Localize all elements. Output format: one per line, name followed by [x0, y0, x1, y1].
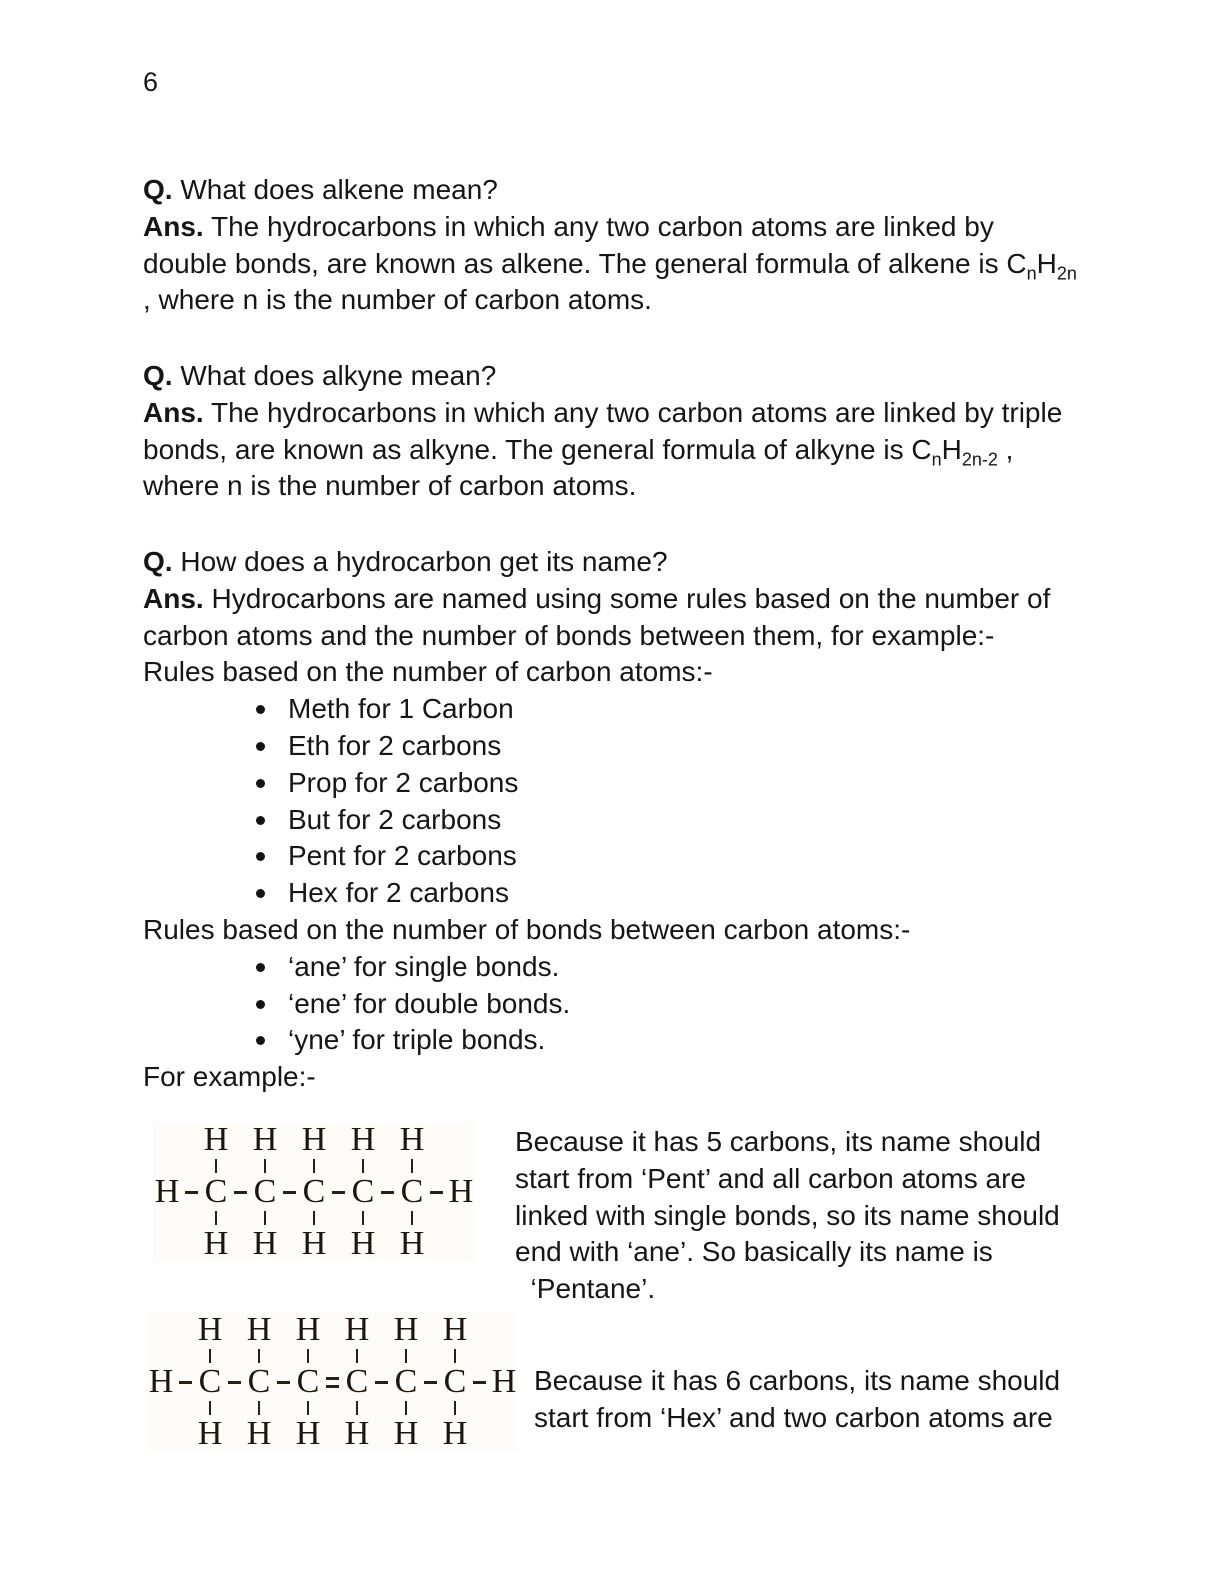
bond-line [185, 1191, 198, 1194]
terminal-h-unit [147, 1312, 175, 1452]
atom-h: H [442, 1415, 468, 1452]
carbon-unit [441, 1312, 469, 1452]
single-bond [377, 1122, 398, 1262]
vertical-bond [264, 1159, 266, 1173]
text-segment: n [1026, 263, 1037, 284]
text-segment: Q. [143, 546, 173, 577]
atom-h: H [252, 1121, 278, 1158]
atom-h: H [301, 1121, 327, 1158]
vertical-bond [264, 1211, 266, 1225]
caption-line: start from ‘Hex’ and two carbon atoms are [534, 1401, 1053, 1433]
vertical-bond [454, 1349, 456, 1363]
double-bond [322, 1312, 343, 1452]
atom-h: H [491, 1363, 517, 1400]
atom-c: C [394, 1363, 418, 1400]
text-line [143, 618, 1103, 655]
text-segment: Prop for 2 carbons [288, 766, 519, 798]
bullet-dot [256, 779, 265, 788]
bullet-dot [256, 705, 265, 714]
atom-c: C [302, 1173, 326, 1210]
text-segment: double bonds, are known as alkene. The general formula of alkene is C [143, 247, 1027, 279]
carbon-unit [294, 1312, 322, 1452]
single-bond [328, 1122, 349, 1262]
caption-line: end with ‘ane’. So basically its name is [515, 1236, 993, 1268]
text-segment: How does a hydrocarbon get its name? [172, 546, 668, 577]
example-pentane [143, 1116, 1095, 1308]
text-segment: What does alkene mean? [172, 174, 498, 205]
caption-line: Because it has 5 carbons, its name should [515, 1126, 1042, 1157]
text-line [143, 395, 1103, 432]
caption-line: ‘Pentane’. [515, 1273, 656, 1305]
terminal-h-unit [153, 1122, 181, 1262]
text-line [143, 246, 1103, 283]
atom-h: H [203, 1225, 229, 1262]
atom-h: H [295, 1415, 321, 1452]
bond-line [326, 1377, 339, 1388]
atom-h: H [252, 1225, 278, 1262]
atom-c: C [443, 1363, 467, 1400]
atom-h: H [148, 1363, 174, 1400]
page-number: 6 [143, 67, 159, 97]
atom-h: H [393, 1415, 419, 1452]
carbon-unit [196, 1312, 224, 1452]
vertical-bond [307, 1401, 309, 1415]
atom-c: C [204, 1173, 228, 1210]
molecule-structure-pentane [153, 1122, 475, 1262]
atom-h: H [154, 1173, 180, 1210]
caption-line: start from ‘Pent’ and all carbon atoms are [515, 1162, 1026, 1194]
carbon-unit [251, 1122, 279, 1262]
text-line [143, 358, 1103, 395]
atom-h: H [393, 1311, 419, 1348]
text-segment: What does alkyne mean? [172, 360, 497, 391]
text-segment: carbon atoms and the number of bonds between them, for example:- [143, 619, 995, 651]
text-segment: , where n is the number of carbon atoms. [143, 284, 652, 316]
bullet-item [143, 691, 1103, 728]
atom-h: H [295, 1311, 321, 1348]
bullet-dot [256, 1036, 265, 1045]
bullet-dot [256, 852, 265, 861]
text-line [143, 209, 1103, 246]
text-segment: Ans. [143, 210, 204, 242]
text-line [143, 912, 1103, 949]
text-segment: Q. [143, 360, 173, 391]
text-segment: where n is the number of carbon atoms. [143, 470, 637, 502]
vertical-bond [313, 1211, 315, 1225]
vertical-bond [356, 1349, 358, 1363]
carbon-unit [343, 1312, 371, 1452]
atom-h: H [344, 1415, 370, 1452]
text-segment: Pent for 2 carbons [288, 840, 517, 872]
atom-h: H [399, 1121, 425, 1158]
atom-h: H [350, 1121, 376, 1158]
text-segment: H [1036, 247, 1057, 279]
vertical-bond [258, 1349, 260, 1363]
bond-line [234, 1191, 247, 1194]
bullet-item [143, 1022, 1103, 1059]
carbon-unit [392, 1312, 420, 1452]
text-segment: The hydrocarbons in which any two carbon atoms are linked by triple [203, 396, 1063, 428]
bond-line-lower [326, 1385, 339, 1388]
text-segment: Rules based on the number of bonds between carbon atoms:- [143, 913, 911, 945]
single-bond [181, 1122, 202, 1262]
atom-c: C [253, 1173, 277, 1210]
bullet-item [143, 949, 1103, 986]
vertical-bond [209, 1349, 211, 1363]
atom-h: H [203, 1121, 229, 1158]
vertical-bond [307, 1349, 309, 1363]
bullet-dot [256, 816, 265, 825]
vertical-bond [362, 1159, 364, 1173]
atom-c: C [345, 1363, 369, 1400]
single-bond [273, 1312, 294, 1452]
vertical-bond [405, 1349, 407, 1363]
bond-line [430, 1191, 443, 1194]
single-bond [371, 1312, 392, 1452]
text-segment: Meth for 1 Carbon [288, 693, 514, 725]
text-line [143, 654, 1103, 691]
bullet-dot [256, 1000, 265, 1009]
vertical-bond [258, 1401, 260, 1415]
single-bond [224, 1312, 245, 1452]
carbon-unit [349, 1122, 377, 1262]
text-segment: For example:- [143, 1061, 316, 1093]
atom-h: H [246, 1415, 272, 1452]
text-segment: Ans. [143, 396, 204, 428]
atom-c: C [198, 1363, 222, 1400]
vertical-bond [411, 1211, 413, 1225]
example-hexene [143, 1306, 1114, 1452]
atom-h: H [197, 1415, 223, 1452]
molecule-caption [534, 1363, 1114, 1437]
text-segment: n [931, 449, 942, 470]
single-bond [175, 1312, 196, 1452]
single-bond [420, 1312, 441, 1452]
atom-h: H [197, 1311, 223, 1348]
vertical-bond [215, 1211, 217, 1225]
text-line [143, 581, 1103, 618]
bullet-item [143, 875, 1103, 912]
bond-line [332, 1191, 345, 1194]
caption-line: Because it has 6 carbons, its name should [534, 1365, 1061, 1396]
single-bond [426, 1122, 447, 1262]
text-segment: ‘ene’ for double bonds. [288, 987, 571, 1019]
text-segment: But for 2 carbons [288, 803, 502, 835]
bond-line [473, 1381, 486, 1384]
single-bond [279, 1122, 300, 1262]
bullet-dot [256, 963, 265, 972]
text-segment: Ans. [143, 582, 204, 614]
bullet-dot [256, 742, 265, 751]
bond-line [375, 1381, 388, 1384]
bullet-item [143, 728, 1103, 765]
bullet-item [143, 802, 1103, 839]
vertical-bond [313, 1159, 315, 1173]
carbon-unit [202, 1122, 230, 1262]
bond-line [283, 1191, 296, 1194]
text-line [143, 432, 1103, 469]
atom-c: C [351, 1173, 375, 1210]
atom-c: C [400, 1173, 424, 1210]
terminal-h-unit [490, 1312, 518, 1452]
vertical-bond [215, 1159, 217, 1173]
bond-line [381, 1191, 394, 1194]
text-line [143, 1059, 1103, 1096]
text-line [143, 282, 1103, 319]
text-segment: H [941, 433, 962, 465]
atom-h: H [350, 1225, 376, 1262]
atom-h: H [344, 1311, 370, 1348]
qa-block-alkyne [143, 358, 1103, 505]
vertical-bond [405, 1401, 407, 1415]
qa-block-naming [143, 544, 1103, 1096]
atom-c: C [247, 1363, 271, 1400]
qa-block-alkene [143, 172, 1103, 319]
text-segment: Hex for 2 carbons [288, 877, 509, 909]
atom-h: H [301, 1225, 327, 1262]
atom-h: H [448, 1173, 474, 1210]
text-segment: , [997, 433, 1014, 465]
atom-c: C [296, 1363, 320, 1400]
vertical-bond [411, 1159, 413, 1173]
bond-line [424, 1381, 437, 1384]
terminal-h-unit [447, 1122, 475, 1262]
molecule-caption [515, 1124, 1095, 1308]
text-line [143, 468, 1103, 505]
text-line [143, 172, 1103, 209]
molecule-structure-hexene [147, 1312, 518, 1452]
vertical-bond [362, 1211, 364, 1225]
text-segment: 2n [1056, 263, 1077, 284]
bullet-item [143, 986, 1103, 1023]
bullet-item [143, 765, 1103, 802]
text-segment: 2n-2 [961, 449, 998, 470]
vertical-bond [356, 1401, 358, 1415]
bullet-dot [256, 889, 265, 898]
carbon-unit [398, 1122, 426, 1262]
carbon-unit [245, 1312, 273, 1452]
bullet-item [143, 838, 1103, 875]
single-bond [230, 1122, 251, 1262]
atom-h: H [399, 1225, 425, 1262]
text-segment: ‘ane’ for single bonds. [288, 950, 560, 982]
bond-line [277, 1381, 290, 1384]
text-segment: ‘yne’ for triple bonds. [288, 1024, 546, 1056]
carbon-unit [300, 1122, 328, 1262]
text-segment: bonds, are known as alkyne. The general formula of alkyne is C [143, 433, 932, 465]
vertical-bond [209, 1401, 211, 1415]
vertical-bond [454, 1401, 456, 1415]
single-bond [469, 1312, 490, 1452]
text-segment: The hydrocarbons in which any two carbon atoms are linked by [203, 210, 994, 242]
atom-h: H [442, 1311, 468, 1348]
bond-line-upper [326, 1377, 339, 1380]
bond-line [179, 1381, 192, 1384]
text-segment: Rules based on the number of carbon atoms:- [143, 656, 713, 688]
caption-line: linked with single bonds, so its name should [515, 1199, 1060, 1231]
atom-h: H [246, 1311, 272, 1348]
text-line [143, 544, 1103, 581]
text-segment: Eth for 2 carbons [288, 729, 502, 761]
text-segment: Hydrocarbons are named using some rules based on the number of [203, 582, 1051, 614]
text-segment: Q. [143, 174, 173, 205]
bond-line [228, 1381, 241, 1384]
